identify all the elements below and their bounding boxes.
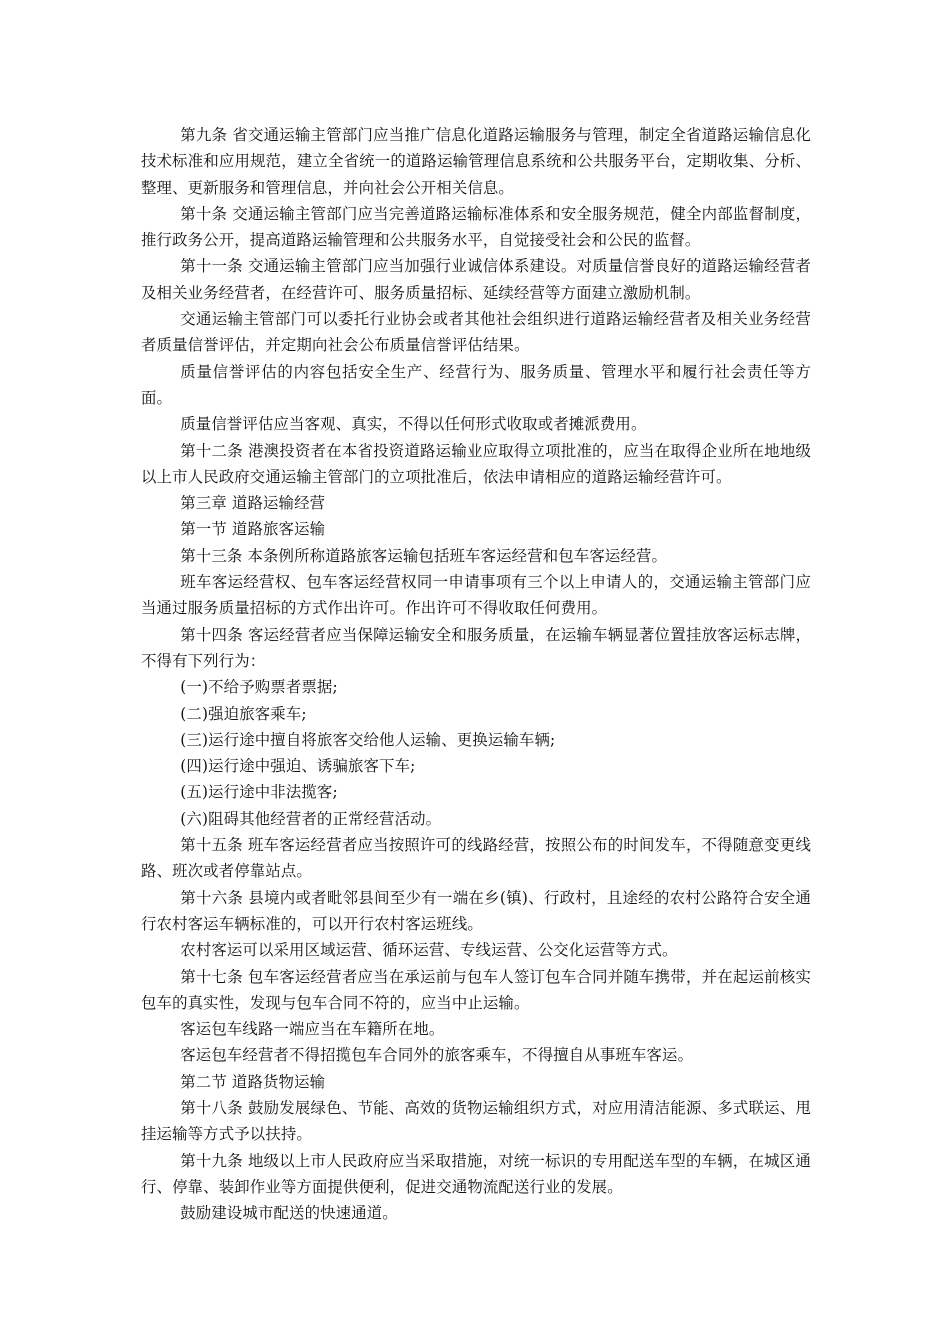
article-13-paragraph: 第十三条 本条例所称道路旅客运输包括班车客运经营和包车客运经营。 <box>180 546 668 565</box>
article-14-paragraph: 第十四条 客运经营者应当保障运输安全和服务质量，在运输车辆显著位置挂放客运标志牌，不得有下列行为： <box>141 625 811 670</box>
article-11-paragraph-3: 质量信誉评估的内容包括安全生产、经营行为、服务质量、管理水平和履行社会责任等方面。 <box>141 362 811 407</box>
article-17-paragraph-2: 客运包车线路一端应当在车籍所在地。 <box>180 1020 445 1039</box>
article-14-item-1: (一)不给予购票者票据; <box>180 678 338 697</box>
article-11-paragraph-4: 质量信誉评估应当客观、真实，不得以任何形式收取或者摊派费用。 <box>180 415 647 434</box>
section-1-heading: 第一节 道路旅客运输 <box>180 520 326 539</box>
article-12-paragraph: 第十二条 港澳投资者在本省投资道路运输业应取得立项批准的，应当在取得企业所在地地级以上市人民政府交通运输主管部门的立项批准后，依法申请相应的道路运输经营许可。 <box>141 441 811 486</box>
article-10-paragraph: 第十条 交通运输主管部门应当完善道路运输标准体系和安全服务规范，健全内部监督制度，推行政务公开，提高道路运输管理和公共服务水平，自觉接受社会和公民的监督。 <box>141 204 811 250</box>
article-13-paragraph-2: 班车客运经营权、包车客运经营权同一申请事项有三个以上申请人的，交通运输主管部门应当通过服务质量招标的方式作出许可。作出许可不得收取任何费用。 <box>141 573 811 618</box>
article-14-item-2: (二)强迫旅客乘车; <box>180 704 307 723</box>
article-14-item-6: (六)阻碍其他经营者的正常经营活动。 <box>180 809 442 828</box>
article-14-item-4: (四)运行途中强迫、诱骗旅客下车; <box>180 757 416 776</box>
article-11-paragraph: 第十一条 交通运输主管部门应当加强行业诚信体系建设。对质量信誉良好的道路运输经营者及相关业务经营者，在经营许可、服务质量招标、延续经营等方面建立激励机制。 <box>141 257 811 302</box>
article-17-paragraph-3: 客运包车经营者不得招揽包车合同外的旅客乘车，不得擅自从事班车客运。 <box>180 1046 694 1065</box>
section-2-heading: 第二节 道路货物运输 <box>180 1072 326 1091</box>
document-body <box>141 122 811 1226</box>
article-14-item-5: (五)运行途中非法揽客; <box>180 783 338 802</box>
article-14-item-3: (三)运行途中擅自将旅客交给他人运输、更换运输车辆; <box>180 730 556 749</box>
article-16-paragraph-2: 农村客运可以采用区域运营、循环运营、专线运营、公交化运营等方式。 <box>180 941 678 960</box>
article-15-paragraph: 第十五条 班车客运经营者应当按照许可的线路经营，按照公布的时间发车，不得随意变更线路、班次或者停靠站点。 <box>141 836 811 881</box>
article-17-paragraph: 第十七条 包车客运经营者应当在承运前与包车人签订包车合同并随车携带，并在起运前核实包车的真实性，发现与包车合同不符的，应当中止运输。 <box>141 967 811 1012</box>
chapter-3-heading: 第三章 道路运输经营 <box>180 494 326 513</box>
article-11-paragraph-2: 交通运输主管部门可以委托行业协会或者其他社会组织进行道路运输经营者及相关业务经营者质量信誉评估，并定期向社会公布质量信誉评估结果。 <box>141 310 811 355</box>
article-18-paragraph: 第十八条 鼓励发展绿色、节能、高效的货物运输组织方式，对应用清洁能源、多式联运、甩挂运输等方式予以扶持。 <box>141 1098 811 1144</box>
article-19-paragraph-2: 鼓励建设城市配送的快速通道。 <box>180 1204 398 1223</box>
article-16-paragraph: 第十六条 县境内或者毗邻县间至少有一端在乡(镇)、行政村，且途经的农村公路符合安全通行农村客运车辆标准的，可以开行农村客运班线。 <box>141 888 811 933</box>
article-9-paragraph: 第九条 省交通运输主管部门应当推广信息化道路运输服务与管理，制定全省道路运输信息化技术标准和应用规范，建立全省统一的道路运输管理信息系统和公共服务平台，定期收集、分析、整理、更新服务和管理信息，并向社会公开相关信息。 <box>141 126 811 197</box>
article-19-paragraph: 第十九条 地级以上市人民政府应当采取措施，对统一标识的专用配送车型的车辆，在城区通行、停靠、装卸作业等方面提供便利，促进交通物流配送行业的发展。 <box>141 1151 811 1196</box>
